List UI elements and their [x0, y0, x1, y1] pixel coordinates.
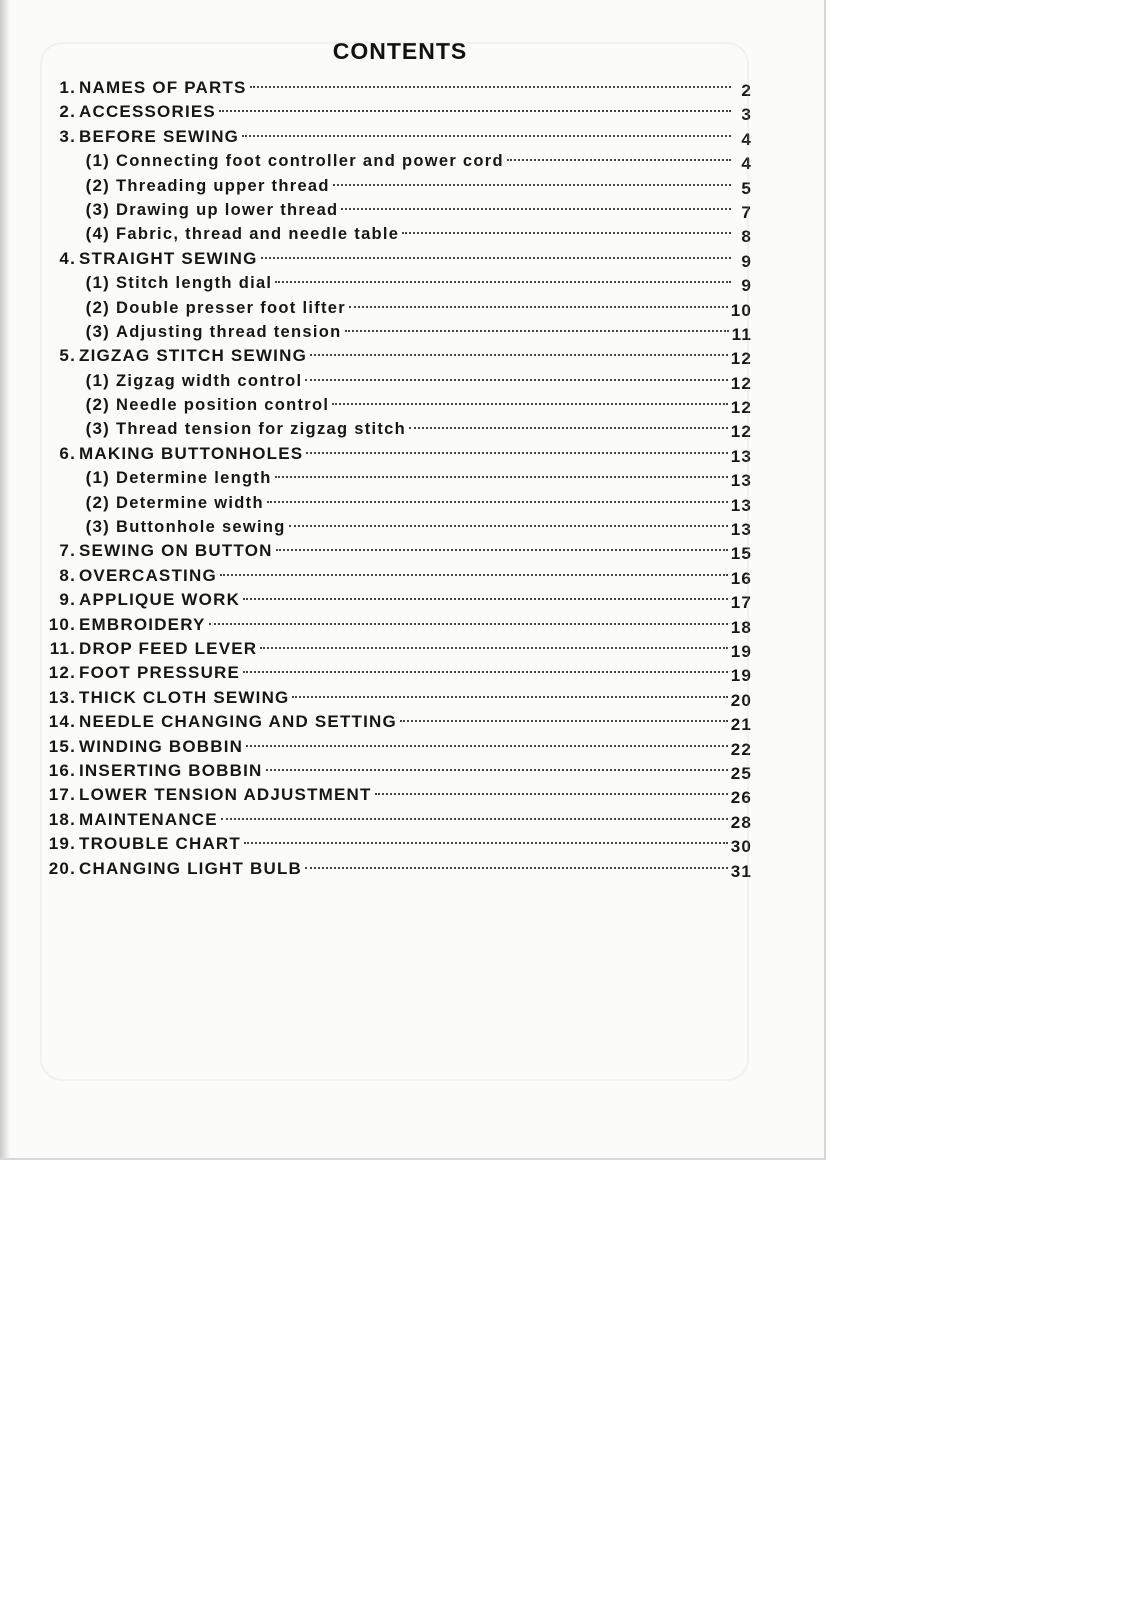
toc-entry-page-number: 12: [730, 398, 752, 418]
toc-entry-page-number: 8: [741, 227, 752, 247]
dot-leader: [242, 135, 731, 137]
toc-entry-page-number: 30: [730, 837, 752, 857]
dot-leader: [289, 525, 728, 527]
toc-entry: [32, 785, 752, 809]
toc-entry: [32, 639, 752, 663]
toc-entry-page-number: 12: [730, 349, 752, 369]
toc-entry-page-number: 21: [730, 715, 752, 735]
toc-entry-page-number: 17: [730, 593, 752, 613]
toc-subentry: [32, 395, 752, 419]
toc-entry-number: 1.: [59, 78, 76, 97]
toc-entry-page-number: 12: [730, 373, 752, 393]
toc-entry-page-number: 9: [741, 276, 752, 296]
dot-leader: [220, 574, 728, 576]
toc-entry: [32, 761, 752, 785]
toc-entry-page-number: 18: [730, 617, 752, 637]
toc-entry-label: MAKING BUTTONHOLES: [79, 443, 304, 463]
toc-entry-label: MAINTENANCE: [79, 809, 218, 829]
toc-entry-page-number: 22: [730, 739, 752, 759]
dot-leader: [219, 110, 731, 112]
toc-entry: [32, 590, 752, 614]
dot-leader: [349, 306, 728, 308]
toc-entry-page-number: 26: [730, 788, 752, 808]
toc-entry-page-number: 13: [730, 446, 752, 466]
toc-subentry: [32, 200, 752, 224]
dot-leader: [409, 427, 728, 429]
toc-subentry: [32, 493, 752, 517]
toc-entry-label: Needle position control: [116, 396, 330, 415]
toc-entry-page-number: 28: [730, 812, 752, 832]
dot-leader: [244, 842, 728, 844]
toc-entry-label: TROUBLE CHART: [79, 834, 241, 854]
toc-subentry: [32, 322, 752, 346]
dot-leader: [332, 403, 727, 405]
toc-entry: [32, 737, 752, 761]
toc-entry-page-number: 10: [730, 300, 752, 320]
toc-subentry: [32, 273, 752, 297]
dot-leader: [333, 184, 731, 186]
page-title: CONTENTS: [332, 38, 468, 64]
toc-entry-label: Threading upper thread: [116, 176, 330, 195]
dot-leader: [305, 379, 727, 381]
toc-entry-page-number: 4: [741, 129, 752, 149]
toc-entry-number: 3.: [59, 126, 76, 146]
toc-entry-page-number: 13: [730, 520, 752, 540]
toc-entry-label: Determine length: [116, 469, 272, 488]
toc-entry-label: INSERTING BOBBIN: [79, 760, 263, 780]
dot-leader: [275, 281, 731, 283]
toc-subentry: [32, 176, 752, 200]
dot-leader: [507, 159, 731, 161]
dot-leader: [243, 671, 728, 673]
toc-entry-label: STRAIGHT SEWING: [79, 248, 258, 268]
toc-entry-number: 5.: [59, 346, 76, 366]
toc-entry: [32, 127, 752, 151]
dot-leader: [209, 623, 728, 625]
dot-leader: [221, 818, 728, 820]
toc-entry-page-number: 20: [730, 690, 752, 710]
toc-entry-label: Thread tension for zigzag stitch: [116, 420, 407, 439]
toc-entry-label: LOWER TENSION ADJUSTMENT: [79, 785, 372, 805]
toc-entry: [32, 810, 752, 834]
toc-entry-number: (1): [85, 468, 110, 488]
toc-entry-number: 14.: [48, 712, 76, 732]
dot-leader: [275, 476, 728, 478]
toc-entry-number: 17.: [48, 785, 76, 805]
toc-subentry: [32, 517, 752, 541]
toc-subentry: [32, 224, 752, 248]
dot-leader: [261, 257, 731, 259]
toc-entry-label: ACCESSORIES: [79, 102, 216, 122]
toc-subentry: [32, 371, 752, 395]
toc-entry-number: 20.: [48, 858, 76, 878]
toc-entry-number: 2.: [59, 102, 76, 122]
toc-entry-page-number: 15: [730, 544, 752, 564]
toc-entry-page-number: 9: [741, 251, 752, 271]
toc-entry-label: Zigzag width control: [116, 371, 303, 390]
toc-entry-label: THICK CLOTH SEWING: [79, 687, 290, 707]
toc-entry-number: (3): [85, 199, 110, 219]
toc-entry-page-number: 13: [730, 495, 752, 515]
table-of-contents: [32, 78, 752, 883]
toc-entry-number: (2): [85, 297, 110, 317]
toc-entry-label: OVERCASTING: [79, 565, 217, 585]
toc-entry-number: 15.: [48, 736, 76, 756]
dot-leader: [292, 696, 727, 698]
toc-entry-number: 11.: [49, 638, 76, 658]
toc-entry-number: 10.: [48, 614, 76, 634]
toc-entry-page-number: 19: [730, 641, 752, 661]
toc-entry-label: Fabric, thread and needle table: [116, 225, 400, 244]
toc-entry: [32, 834, 752, 858]
toc-entry-label: NAMES OF PARTS: [79, 78, 247, 97]
toc-entry-number: 12.: [48, 663, 76, 683]
toc-entry-label: Drawing up lower thread: [116, 200, 339, 219]
toc-entry-page-number: 11: [731, 324, 752, 344]
toc-entry-label: FOOT PRESSURE: [79, 663, 241, 683]
toc-entry-number: 6.: [59, 443, 76, 463]
toc-entry: [32, 102, 752, 126]
toc-entry: [32, 859, 752, 883]
toc-entry-label: Connecting foot controller and power cord: [116, 152, 504, 171]
toc-entry-label: WINDING BOBBIN: [79, 736, 244, 756]
dot-leader: [305, 867, 728, 869]
dot-leader: [345, 330, 729, 332]
toc-entry-number: 18.: [48, 809, 76, 829]
dot-leader: [402, 232, 731, 234]
toc-entry: [32, 688, 752, 712]
dot-leader: [310, 354, 728, 356]
toc-entry-page-number: 16: [730, 568, 752, 588]
toc-entry-number: 4.: [59, 248, 76, 268]
toc-entry-label: ZIGZAG STITCH SEWING: [79, 346, 307, 366]
toc-entry-number: 7.: [59, 541, 76, 561]
toc-entry: [32, 249, 752, 273]
toc-entry-number: 9.: [59, 590, 76, 610]
toc-subentry: [32, 468, 752, 492]
toc-entry-number: (1): [85, 370, 110, 390]
toc-entry-number: (2): [85, 175, 110, 195]
dot-leader: [243, 598, 728, 600]
dot-leader: [400, 720, 728, 722]
toc-entry-page-number: 3: [741, 105, 752, 125]
dot-leader: [246, 745, 728, 747]
toc-entry: [32, 566, 752, 590]
toc-entry-label: Double presser foot lifter: [116, 298, 346, 317]
toc-entry-page-number: 4: [741, 154, 752, 174]
toc-entry-label: APPLIQUE WORK: [79, 590, 241, 610]
toc-entry-page-number: 31: [730, 861, 752, 881]
toc-entry-number: (3): [85, 321, 110, 341]
toc-entry-number: (2): [85, 492, 110, 512]
toc-entry: [32, 663, 752, 687]
toc-entry-page-number: 5: [741, 178, 752, 198]
toc-subentry: [32, 419, 752, 443]
toc-entry-page-number: 2: [741, 81, 752, 100]
toc-entry-number: (3): [85, 419, 110, 439]
toc-entry-label: Determine width: [116, 493, 264, 512]
toc-entry-page-number: 19: [730, 666, 752, 686]
dot-leader: [260, 647, 727, 649]
toc-entry: [32, 78, 752, 102]
toc-entry-number: (1): [85, 273, 110, 293]
toc-entry-page-number: 12: [730, 422, 752, 442]
toc-entry-label: EMBROIDERY: [79, 614, 206, 634]
toc-subentry: [32, 298, 752, 322]
toc-entry-page-number: 13: [730, 471, 752, 491]
toc-entry: [32, 615, 752, 639]
toc-entry: [32, 712, 752, 736]
toc-entry-label: BEFORE SEWING: [79, 126, 240, 146]
toc-entry-number: (3): [85, 517, 110, 537]
toc-entry: [32, 444, 752, 468]
toc-entry-number: 13.: [48, 687, 76, 707]
toc-entry-label: Adjusting thread tension: [116, 322, 342, 341]
toc-entry-label: CHANGING LIGHT BULB: [79, 858, 303, 878]
toc-entry-label: NEEDLE CHANGING AND SETTING: [79, 712, 397, 732]
toc-entry-page-number: 25: [730, 763, 752, 783]
toc-entry-page-number: 7: [741, 202, 752, 222]
toc-entry-number: 16.: [48, 760, 76, 780]
toc-entry-number: 19.: [48, 834, 76, 854]
dot-leader: [250, 86, 731, 88]
dot-leader: [306, 452, 727, 454]
toc-entry-label: Buttonhole sewing: [116, 518, 286, 537]
dot-leader: [375, 793, 728, 795]
dot-leader: [266, 769, 728, 771]
toc-entry-number: (1): [85, 151, 110, 171]
toc-entry-number: (4): [85, 224, 110, 244]
dot-leader: [267, 501, 728, 503]
toc-entry-label: Stitch length dial: [116, 274, 273, 293]
toc-entry-label: DROP FEED LEVER: [79, 638, 258, 658]
toc-entry: [32, 541, 752, 565]
toc-entry-label: SEWING ON BUTTON: [79, 541, 273, 561]
dot-leader: [341, 208, 731, 210]
toc-entry-number: (2): [85, 395, 110, 415]
toc-entry: [32, 346, 752, 370]
dot-leader: [276, 549, 728, 551]
toc-subentry: [32, 151, 752, 175]
toc-entry-number: 8.: [59, 565, 76, 585]
